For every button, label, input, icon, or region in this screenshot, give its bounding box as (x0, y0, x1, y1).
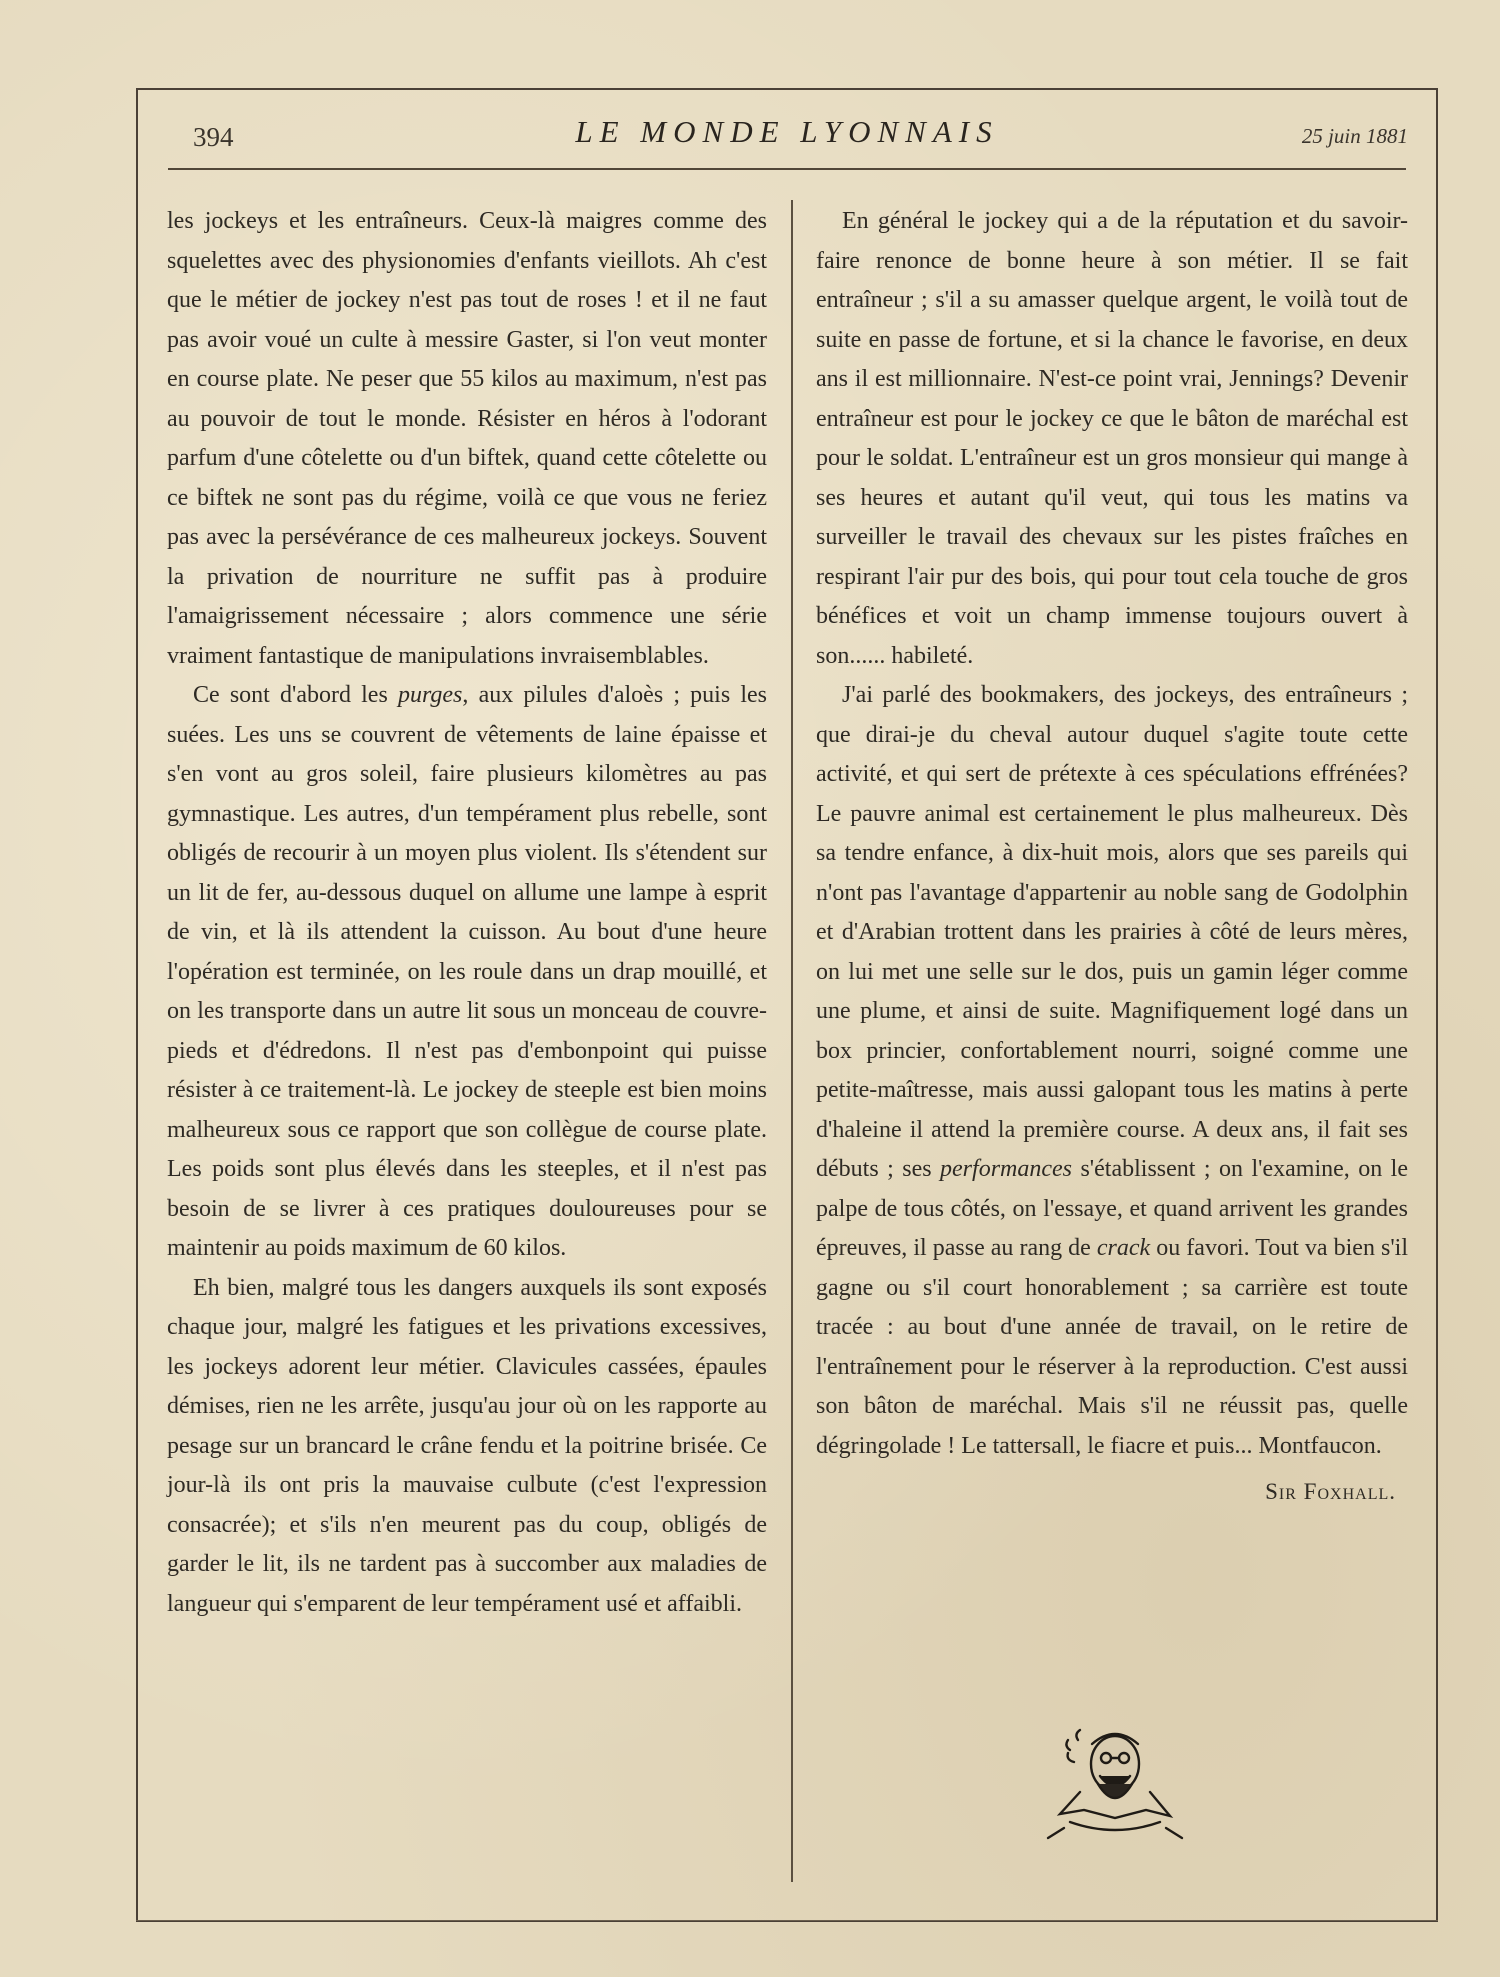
emphasis-crack: crack (1096, 1235, 1151, 1261)
paragraph-horse-end: ou favori. Tout va bien s'il gagne ou s'il court honorablement ; sa carrière est toute tracée : au bout d'une année de travail, on le retire de l'entraînement pour le réserver à la reproduction. C'est aussi son bâton de maréchal. Mais s'il ne réussit pas, quelle dégringolade ! Le tattersall, le fiacre et puis... Montfaucon. (816, 1235, 1409, 1459)
paragraph-purges-rest: , aux pilules d'aloès ; puis les suées. Les uns se couvrent de vêtements de laine épaisse et s'en vont au gros soleil, faire plusieurs kilomètres au pas gymnastique. Les autres, d'un tempérament plus rebelle, sont obligés de recourir à un moyen plus violent. Ils s'étendent sur un lit de fer, au-dessous duquel on allume une lampe à esprit de vin, et là ils attendent la cuisson. Au bout d'une heure l'opération est terminée, on les roule dans un drap mouillé, et on les transporte dans un autre lit sous un monceau de couvre-pieds et d'édredons. Il n'est pas d'embonpoint qui puisse résister à ce traitement-là. Le jockey de steeple est bien moins malheureux sous ce rapport que son collègue de course plate. Les poids sont plus élevés dans les steeples, et il n'est pas besoin de se livrer à ces pratiques douloureuses pour se maintenir au poids maximum de 60 kilos. (167, 682, 768, 1261)
paragraph-jockeys-diet: les jockeys et les entraîneurs. Ceux-là maigres comme des squelettes avec des physionomies d'enfants vieillots. Ah c'est que le métier de jockey n'est pas tout de roses ! et il ne faut pas avoir voué un culte à messire Gaster, si l'on veut monter en course plate. Ne peser que 55 kilos au maximum, n'est pas au pouvoir de tout le monde. Résister en héros à l'odorant parfum d'une côtelette ou d'un biftek, quand cette côtelette ou ce biftek ne sont pas du régime, voilà ce que vous ne feriez pas avec la persévérance de ces malheureux jockeys. Souvent la privation de nourriture ne suffit pas à produire l'amaigrissement nécessaire ; alors commence une série vraiment fantastique de manipulations invraisemblables. (167, 208, 767, 669)
paragraph-dangers: Eh bien, malgré tous les dangers auxquels ils sont exposés chaque jour, malgré les fatigues et les privations excessives, les jockeys adorent leur métier. Clavicules cassées, épaules démises, rien ne les arrête, jusqu'au jour où on les rapporte au pesage sur un brancard le crâne fendu et la poitrine brisée. Ce jour-là ils ont pris la mauvaise culbute (c'est l'expression consacrée); et s'ils n'en meurent pas du coup, obligés de garder le lit, ils ne tardent pas à succomber aux maladies de langueur qui s'emparent de leur tempérament usé et affaibli. (167, 1274, 767, 1617)
paragraph-horse-start: J'ai parlé des bookmakers, des jockeys, des entraîneurs ; que dirai-je du cheval autour duquel s'agite toute cette activité, et qui sert de prétexte à ces spéculations effrénées? Le pauvre animal est certainement le plus malheureux. Dès sa tendre enfance, à dix-huit mois, alors que ses pareils qui n'ont pas l'avantage d'appartenir au noble sang de Godolphin et d'Arabian trottent dans les prairies à côté de leurs mères, on lui met une selle sur le dos, puis un gamin léger comme une plume, et ainsi de suite. Magnifiquement logé dans un box princier, confortablement nourri, soigné comme une petite-maîtresse, mais aussi galopant tous les matins à perte d'haleine il attend la première course. A deux ans, il fait ses débuts ; ses (816, 682, 1408, 1182)
paragraph-horse (816, 676, 1408, 1466)
paragraph-purges-start: Ce sont d'abord les (193, 682, 398, 708)
left-column (167, 202, 767, 1624)
paragraph-trainer: En général le jockey qui a de la réputation et du savoir-faire renonce de bonne heure à son métier. Il se fait entraîneur ; s'il a su amasser quelque argent, le voilà tout de suite en passe de fortune, et si la chance le favorise, en deux ans il est millionnaire. N'est-ce point vrai, Jennings? Devenir entraîneur est pour le jockey ce que le bâton de maréchal est pour le soldat. L'entraîneur est un gros monsieur qui mange à ses heures et autant qu'il veut, qui tous les matins va surveiller le travail des chevaux sur les pistes fraîches en respirant l'air pur des bois, qui pour tout cela touche de gros bénéfices et voit un champ immense toujours ouvert à son...... habileté. (816, 208, 1408, 669)
masthead-title: LE MONDE LYONNAIS (575, 114, 999, 149)
page-header (136, 108, 1438, 168)
caricature-vignette-icon (1040, 1722, 1190, 1842)
author-signature: Sir Foxhall. (1265, 1479, 1396, 1504)
header-rule (168, 168, 1406, 170)
emphasis-purges: purges (397, 682, 463, 708)
page-number: 394 (193, 122, 234, 152)
paragraph-purges (167, 676, 767, 1269)
right-column (816, 202, 1408, 1512)
emphasis-performances: performances (940, 1156, 1073, 1182)
bottom-rule (136, 1920, 1438, 1921)
paragraph-horse-middle: s'établissent ; on l'examine, on le palpe de tous côtés, on l'essaye, et quand arrivent les grandes épreuves, il passe au rang de (816, 1156, 1408, 1261)
issue-date: 25 juin 1881 (1301, 124, 1408, 148)
column-divider (791, 200, 793, 1882)
